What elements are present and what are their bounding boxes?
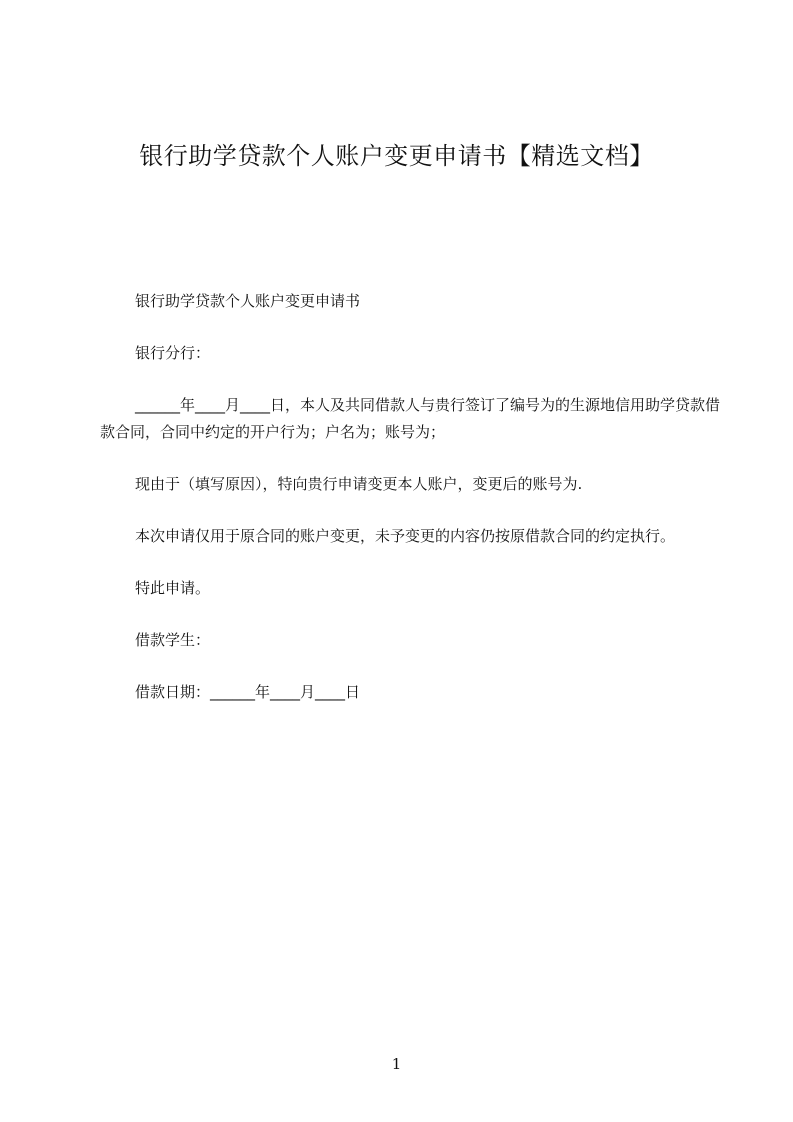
document-body xyxy=(100,288,720,731)
page-number: 1 xyxy=(391,1055,402,1073)
borrower-signature-line: 借款学生： xyxy=(135,631,211,649)
closing-line: 特此申请。 xyxy=(135,579,211,597)
reason-paragraph: 现由于（填写原因），特向贵行申请变更本人账户，变更后的账号为. xyxy=(135,475,583,493)
contract-paragraph: ______年____月____日，本人及共同借款人与贵行签订了编号为的生源地信用助学贷款借款合同，合同中约定的开户行为；户名为；账号为； xyxy=(100,396,721,441)
document-title: 银行助学贷款个人账户变更申请书【精选文档】 xyxy=(139,142,654,170)
borrow-date-line: 借款日期：______年____月____日 xyxy=(135,683,361,701)
letter-heading: 银行助学贷款个人账户变更申请书 xyxy=(135,292,361,310)
salutation: 银行分行： xyxy=(135,344,211,362)
scope-paragraph: 本次申请仅用于原合同的账户变更，未予变更的内容仍按原借款合同的约定执行。 xyxy=(135,527,676,545)
